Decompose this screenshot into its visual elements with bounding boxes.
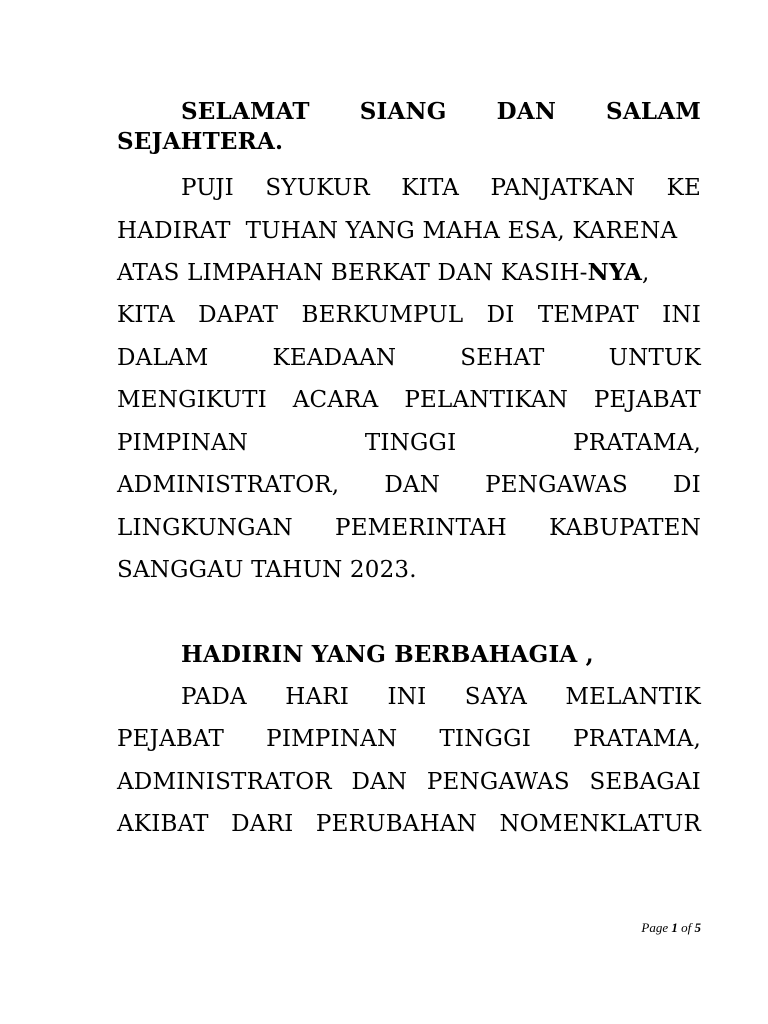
paragraph-1-line-2 [117,217,701,245]
paragraph-2-line-1 [181,683,701,711]
word: PEJABAT [593,387,701,413]
word: TEMPAT [537,302,639,328]
word: SEBAGAI [589,769,701,795]
greeting-line-2 [117,128,701,156]
word: ADMINISTRATOR [117,769,332,795]
word: PUJI [181,175,234,201]
footer-page-number: 1 [671,920,678,935]
word: DAPAT [198,302,279,328]
word: DAN [384,472,441,498]
word: SELAMAT [181,98,310,125]
paragraph-1-line-3-suffix: , [642,260,650,286]
footer-page-word: Page [641,920,669,935]
word: KITA [117,302,175,328]
word: INI [662,302,701,328]
paragraph-1-line-7 [117,429,701,457]
word: KITA [401,175,460,201]
word: MENGIKUTI [117,387,267,413]
word: KEADAAN [272,345,397,371]
word: KE [666,175,701,201]
footer-of-word: of [681,920,692,935]
paragraph-1-line-8 [117,471,701,499]
word: PADA [181,684,247,710]
footer-total-pages: 5 [694,920,701,935]
word: PELANTIKAN [404,387,569,413]
word: PIMPINAN [266,726,398,752]
paragraph-1-line-10 [117,556,701,584]
word: ACARA [292,387,379,413]
word: PERUBAHAN [315,811,477,837]
paragraph-1-line-3 [117,259,701,287]
word: PEJABAT [117,726,225,752]
word: PIMPINAN [117,430,249,456]
word: BERKUMPUL [301,302,464,328]
paragraph-1-line-3-prefix: ATAS LIMPAHAN BERKAT DAN KASIH- [117,260,588,286]
word: SALAM [606,98,701,125]
word: INI [387,684,427,710]
word: PRATAMA, [573,726,701,752]
greeting-line-1 [181,98,701,126]
word: DI [486,302,515,328]
word: DAN [496,98,557,125]
section-heading-text: HADIRIN YANG BERBAHAGIA , [181,641,594,668]
paragraph-2-line-2 [117,725,701,753]
word: PANJATKAN [490,175,636,201]
word: UNTUK [608,345,701,371]
word: SYUKUR [265,175,370,201]
paragraph-1-line-5 [117,344,701,372]
word: DARI [231,811,294,837]
paragraph-1-line-2-text: HADIRAT TUHAN YANG MAHA ESA, KARENA [117,218,678,244]
word: ADMINISTRATOR, [117,472,340,498]
page-footer [641,920,701,936]
word: PRATAMA, [573,430,701,456]
word: PENGAWAS [485,472,629,498]
paragraph-1-line-6 [117,386,701,414]
word: SAYA [464,684,528,710]
word: TINGGI [364,430,457,456]
word: NOMENKLATUR [499,811,701,837]
word: TINGGI [439,726,531,752]
word: MELANTIK [565,684,701,710]
word: HARI [285,684,350,710]
paragraph-2-line-4 [117,810,701,838]
section-heading [181,641,701,669]
paragraph-1-line-9 [117,514,701,542]
paragraph-1-line-3-bold: NYA [587,259,643,286]
word: KABUPATEN [549,515,701,541]
word: DAN [351,769,408,795]
paragraph-1-line-1 [181,174,701,202]
word: SIANG [359,98,447,125]
word: DALAM [117,345,209,371]
word: SEHAT [460,345,545,371]
paragraph-1-line-10-text: SANGGAU TAHUN 2023. [117,557,417,583]
word: DI [673,472,701,498]
word: PEMERINTAH [335,515,507,541]
greeting-line-2-text: SEJAHTERA. [117,128,284,155]
word: PENGAWAS [426,769,570,795]
word: LINGKUNGAN [117,515,293,541]
word: AKIBAT [117,811,209,837]
paragraph-2-line-3 [117,768,701,796]
paragraph-1-line-4 [117,301,701,329]
